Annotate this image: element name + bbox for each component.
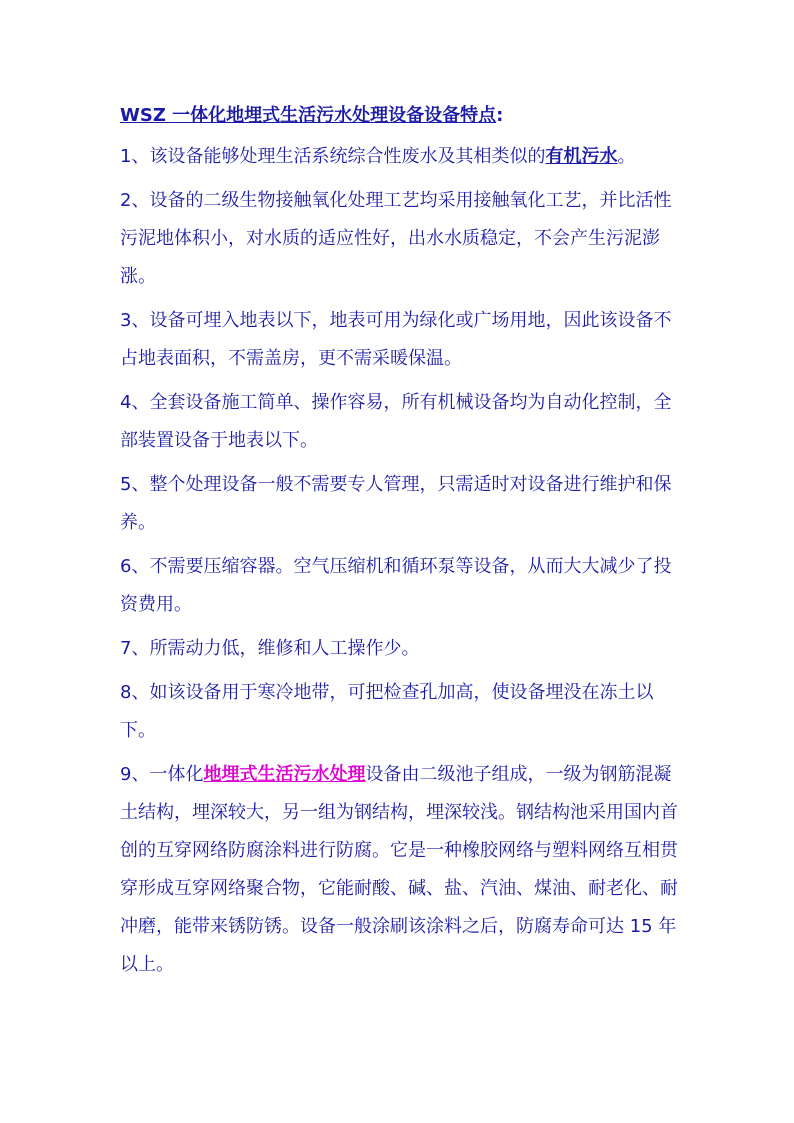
feature-item-3: 3、设备可埋入地表以下，地表可用为绿化或广场用地，因此该设备不占地表面积，不需盖房，更不需采暖保温。 — [120, 310, 672, 369]
feature-item-1-text-after: 。 — [617, 146, 636, 167]
title-punctuation: : — [496, 105, 504, 126]
feature-item-2: 2、设备的二级生物接触氧化处理工艺均采用接触氧化工艺，并比活性污泥地体积小，对水质的适应性好，出水水质稳定，不会产生污泥澎涨。 — [120, 190, 672, 287]
title-link[interactable] — [120, 105, 496, 126]
feature-item-9 — [120, 756, 680, 984]
feature-item-7: 7、所需动力低，维修和人工操作少。 — [120, 638, 420, 659]
buried-sewage-treatment-link[interactable]: 地埋式生活污水处理 — [203, 764, 366, 785]
document-title — [120, 100, 680, 132]
feature-item-4: 4、全套设备施工简单、操作容易，所有机械设备均为自动化控制，全部装置设备于地表以下。 — [120, 392, 672, 451]
feature-item-8: 8、如该设备用于寒冷地带，可把检查孔加高，使设备埋没在冻土以下。 — [120, 682, 654, 741]
title-prefix: WSZ — [120, 105, 166, 126]
organic-wastewater-link[interactable]: 有机污水 — [545, 146, 618, 167]
title-text: 一体化地埋式生活污水处理设备设备特点 — [172, 105, 497, 126]
feature-item-5: 5、整个处理设备一般不需要专人管理，只需适时对设备进行维护和保养。 — [120, 474, 672, 533]
feature-item-1 — [120, 138, 680, 176]
feature-item-9-text-after: 设备由二级池子组成，一级为钢筋混凝土结构，埋深较大，另一组为钢结构，埋深较浅。钢结构池采用国内首创的互穿网络防腐涂料进行防腐。它是一种橡胶网络与塑料网络互相贯穿形成互穿网络聚合物，它能耐酸、碱、盐、汽油、煤油、耐老化、耐冲磨，能带来锈防锈。设备一般涂刷该涂料之后，防腐寿命可达 15 年以上。 — [120, 764, 678, 975]
feature-item-1-text-before: 1、该设备能够处理生活系统综合性废水及其相类似的 — [120, 146, 546, 167]
feature-item-9-text-before: 9、一体化 — [120, 764, 204, 785]
document-body — [120, 100, 680, 990]
feature-item-6: 6、不需要压缩容器。空气压缩机和循环泵等设备，从而大大减少了投资费用。 — [120, 556, 672, 615]
